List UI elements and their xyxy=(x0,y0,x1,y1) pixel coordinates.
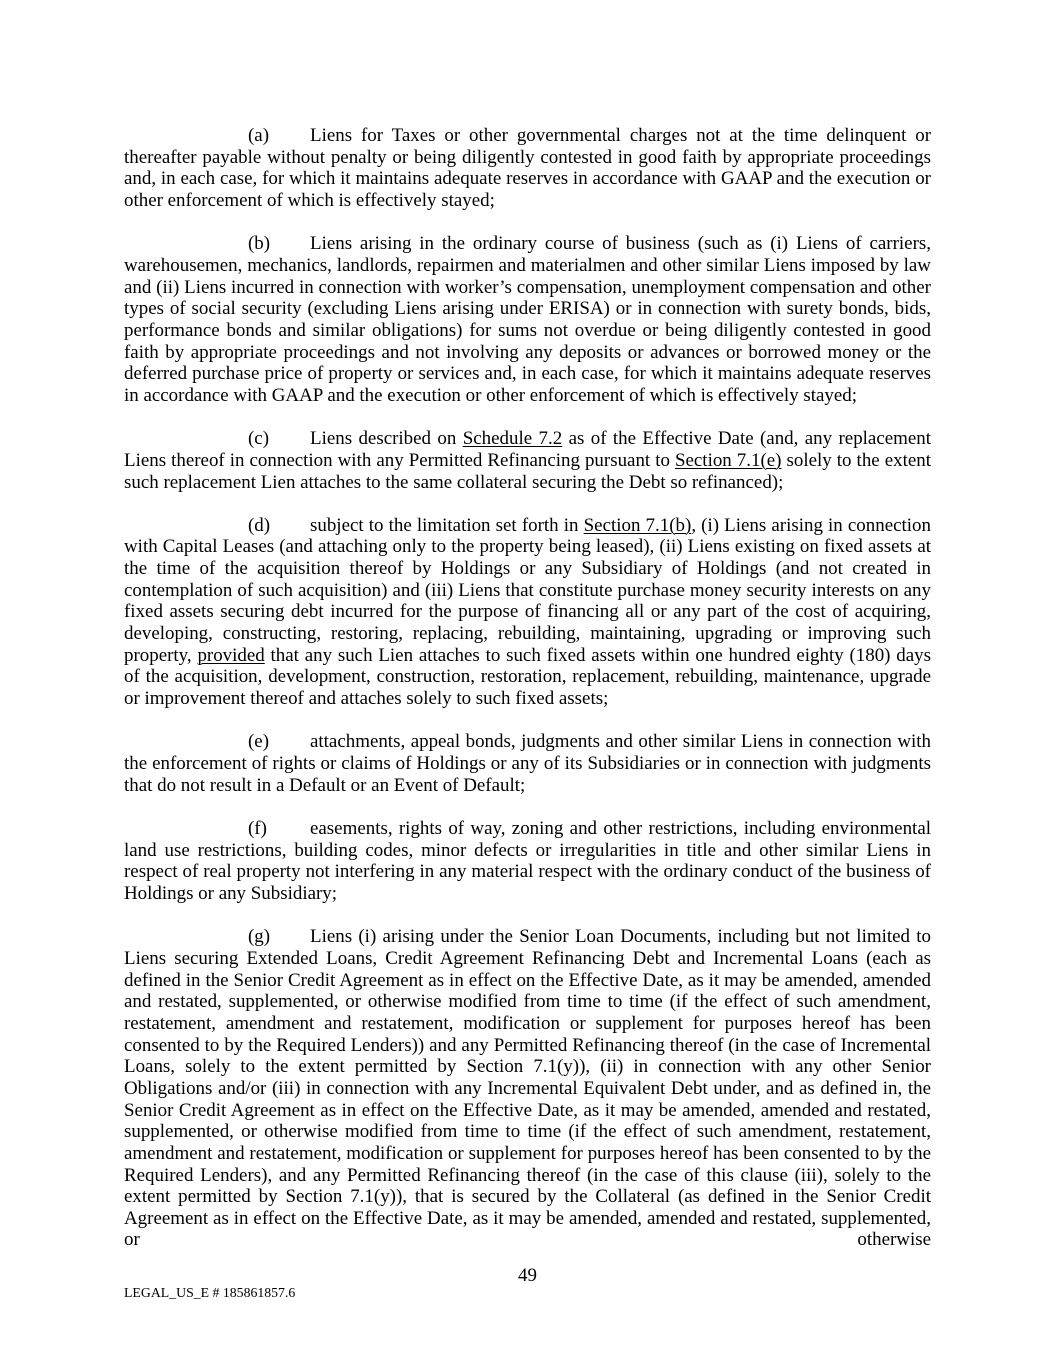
clause-text: attachments, appeal bonds, judgments and other similar Liens in connection with the enforcement of rights or claims of Holdings or any of its Subsidiaries or in connection with judgments that do not result in a Default or an Event of Default; xyxy=(124,731,931,796)
clause-label: (f) xyxy=(248,818,267,839)
clause-b xyxy=(124,233,931,406)
section-reference: Section 7.1(b) xyxy=(583,514,692,536)
schedule-reference: Schedule 7.2 xyxy=(462,428,563,450)
clause-text: Liens for Taxes or other governmental charges not at the time delinquent or thereafter payable without penalty or being diligently contested in good faith by appropriate proceedings and, in each case, for which it maintains adequate reserves in accordance with GAAP and the execution or other enforcement of which is effectively stayed; xyxy=(124,125,931,211)
clause-text: , (i) Liens arising in connection with Capital Leases (and attaching only to the property being leased), (ii) Liens existing on fixed assets at the time of the acquisition thereof by Holdings or any Subsidiary of Holdings (and not created in contemplation of such acquisition) and (iii) Liens that constitute purchase money security interests on any fixed assets securing debt incurred for the purpose of financing all or any part of the cost of acquiring, developing, constructing, restoring, replacing, rebuilding, maintaining, upgrading or improving such property, xyxy=(124,514,931,666)
clause-f xyxy=(124,818,931,905)
clause-text: as of the Effective Date (and, any replacement Liens thereof in connection with any Permitted Refinancing pursuant to xyxy=(124,428,932,471)
section-reference: Section 7.1(e) xyxy=(674,449,782,471)
page-number: 49 xyxy=(518,1265,537,1286)
clause-text: that any such Lien attaches to such fixed assets within one hundred eighty (180) days of the acquisition, development, construction, restoration, replacement, rebuilding, maintenance, upgrade or improvement thereof and attaches solely to such fixed assets; xyxy=(124,644,931,710)
clause-label: (e) xyxy=(248,731,270,753)
clause-e xyxy=(124,731,931,796)
clause-label: (b) xyxy=(248,233,271,255)
clause-g xyxy=(124,926,931,1251)
clause-label: (g) xyxy=(248,926,271,948)
clause-c xyxy=(124,428,931,493)
clause-text: Liens (i) arising under the Senior Loan Documents, including but not limited to Liens securing Extended Loans, Credit Agreement Refinancing Debt and Incremental Loans (each as defined in the Senior Credit Agreement as in effect on the Effective Date, as it may be amended, amended and restated, supplemented, or otherwise modified from time to time (if the effect of such amendment, restatement, amendment and restatement, modification or supplement for purposes hereof has been consented to by the Required Lenders)) and any Permitted Refinancing thereof (in the case of Incremental Loans, solely to the extent permitted by Section 7.1(y)), (ii) in connection with any other Senior Obligations and/or (iii) in connection with any Incremental Equivalent Debt under, and as defined in, the Senior Credit Agreement as in effect on the Effective Date, as it may be amended, amended and restated, supplemented, or otherwise modified from time to time (if the effect of such amendment, restatement, amendment and restatement, modification or supplement for purposes hereof has been consented to by the Required Lenders), and any Permitted Refinancing thereof (in the case of this clause (iii), solely to the extent permitted by Section 7.1(y)), that is secured by the Collateral (as defined in the Senior Credit Agreement as in effect on the Effective Date, as it may be amended, amended and restated, supplemented, or otherwise xyxy=(124,926,931,1251)
clause-text: Liens described on xyxy=(310,428,463,450)
document-id-footer: LEGAL_US_E # 185861857.6 xyxy=(124,1285,296,1300)
provided-term: provided xyxy=(197,644,265,666)
clause-text: easements, rights of way, zoning and other restrictions, including environmental land use restrictions, building codes, minor defects or irregularities in title and other similar Liens in respect of real property not interfering in any material respect with the ordinary conduct of the business of Holdings or any Subsidiary; xyxy=(124,818,931,904)
clause-text: Liens arising in the ordinary course of business (such as (i) Liens of carriers, warehousemen, mechanics, landlords, repairmen and materialmen and other similar Liens imposed by law and (ii) Liens incurred in connection with worker’s compensation, unemployment compensation and other types of social security (excluding Liens arising under ERISA) or in connection with surety bonds, bids, performance bonds and similar obligations) for sums not overdue or being diligently contested in good faith by appropriate proceedings and not involving any deposits or advances or borrowed money or the deferred purchase price of property or services and, in each case, for which it maintains adequate reserves in accordance with GAAP and the execution or other enforcement of which is effectively stayed; xyxy=(124,233,931,406)
clause-d xyxy=(124,515,931,710)
clause-text: solely to the extent such replacement Lien attaches to the same collateral securing the Debt so refinanced); xyxy=(124,449,931,493)
clause-label: (a) xyxy=(248,125,270,146)
clause-a xyxy=(124,125,931,212)
clause-label: (d) xyxy=(248,514,271,536)
document-body xyxy=(124,125,931,1273)
clause-label: (c) xyxy=(248,428,270,450)
clause-text: subject to the limitation set forth in xyxy=(310,514,584,536)
